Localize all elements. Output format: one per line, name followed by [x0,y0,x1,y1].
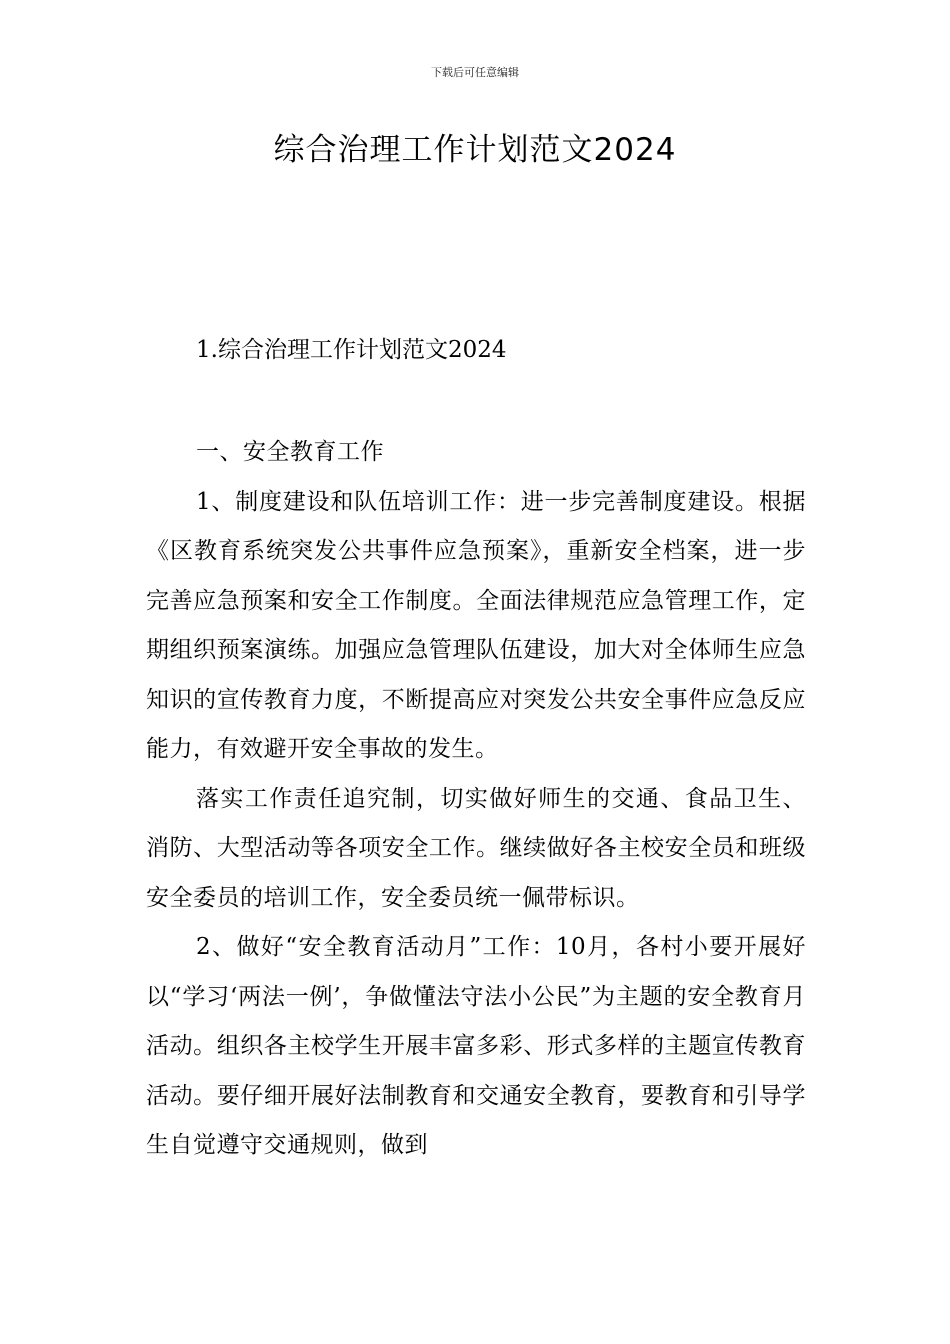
document-body [146,428,806,1171]
section-heading-safety-education: 一、安全教育工作 [196,439,384,465]
paragraph-responsibility: 落实工作责任追究制，切实做好师生的交通、食品卫生、消防、大型活动等各项安全工作。继续做好各主校安全员和班级安全委员的培训工作，安全委员统一佩带标识。 [146,785,806,911]
document-title: 综合治理工作计划范文2024 [273,132,677,168]
section-heading: 1.综合治理工作计划范文2024 [196,337,507,363]
paragraph-safety-month: 2、做好“安全教育活动月”工作：10月，各村小要开展好以“学习‘两法一例’，争做懂法守法小公民”为主题的安全教育月活动。组织各主校学生开展丰富多彩、形式多样的主题宣传教育活动。要仔细开展好法制教育和交通安全教育，要教育和引导学生自觉遵守交通规则，做到 [146,934,806,1158]
header-note: 下载后可任意编辑 [431,66,519,79]
paragraph-system-building: 1、制度建设和队伍培训工作：进一步完善制度建设。根据《区教育系统突发公共事件应急预案》，重新安全档案，进一步完善应急预案和安全工作制度。全面法律规范应急管理工作，定期组织预案演练。加强应急管理队伍建设，加大对全体师生应急知识的宣传教育力度，不断提高应对突发公共安全事件应急反应能力，有效避开安全事故的发生。 [146,488,806,762]
